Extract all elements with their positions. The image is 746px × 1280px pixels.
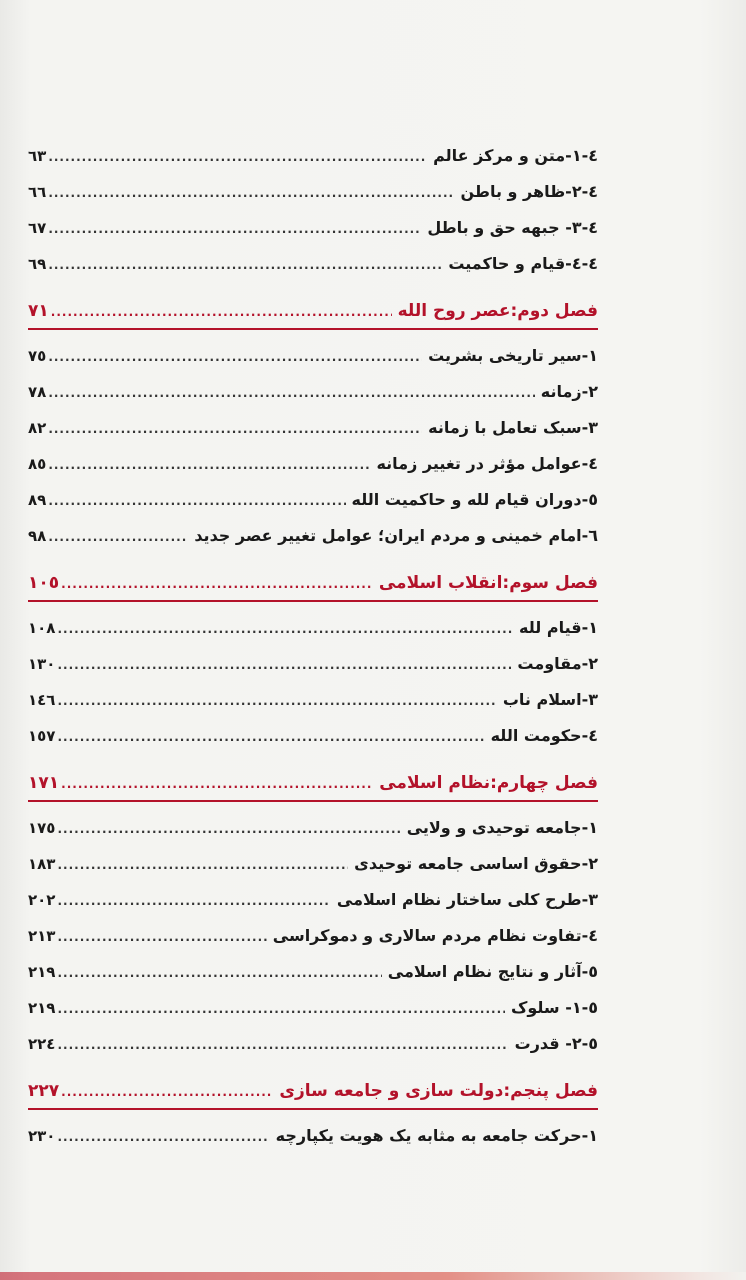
dot-leader bbox=[61, 1075, 273, 1109]
toc-entry-page: ١٠٨ bbox=[28, 619, 56, 637]
toc-entry bbox=[28, 410, 598, 446]
chapter-heading bbox=[28, 1074, 598, 1110]
toc-entry bbox=[28, 518, 598, 554]
toc-entry bbox=[28, 810, 598, 846]
toc-entry bbox=[28, 846, 598, 882]
toc-entry-title: ٥-٢- قدرت bbox=[514, 1034, 598, 1053]
toc-entry-title: ٤-تفاوت نظام مردم سالاری و دموکراسی bbox=[272, 926, 598, 945]
toc-entry-title: ١-قیام لله bbox=[519, 618, 598, 637]
dot-leader bbox=[48, 247, 442, 283]
chapter-heading bbox=[28, 566, 598, 602]
dot-leader bbox=[57, 955, 381, 991]
toc-entry bbox=[28, 682, 598, 718]
toc-entry-page: ٢١٩ bbox=[28, 999, 56, 1017]
toc-entry-title: ٤-حکومت الله bbox=[490, 726, 598, 745]
toc-entry bbox=[28, 210, 598, 246]
toc-entry-title: ٥-آثار و نتایج نظام اسلامی bbox=[387, 962, 598, 981]
toc-entry bbox=[28, 610, 598, 646]
toc-entry-title: ٤-٣- جبهه حق و باطل bbox=[427, 218, 598, 237]
dot-leader bbox=[57, 847, 348, 883]
dot-leader bbox=[48, 139, 427, 175]
toc-entry-page: ٨٩ bbox=[28, 491, 47, 509]
chapter-page: ١٧١ bbox=[28, 773, 60, 793]
toc-entry-page: ٦٩ bbox=[28, 255, 47, 273]
toc-entry-title: ٥-دوران قیام لله و حاکمیت الله bbox=[351, 490, 598, 509]
toc-entry-page: ٧٥ bbox=[28, 347, 47, 365]
toc-entry-page: ٢١٩ bbox=[28, 963, 56, 981]
toc-entry-title: ٤-١-متن و مرکز عالم bbox=[433, 146, 598, 165]
dot-leader bbox=[57, 919, 266, 955]
dot-leader bbox=[48, 447, 370, 483]
chapter-title: فصل سوم:انقلاب اسلامی bbox=[378, 573, 598, 593]
dot-leader bbox=[57, 719, 484, 755]
toc-entry-page: ٢٠٢ bbox=[28, 891, 56, 909]
chapter-page: ١٠٥ bbox=[28, 573, 60, 593]
toc-entry-title: ١-جامعه توحیدی و ولایی bbox=[406, 818, 598, 837]
toc-entry-page: ٦٣ bbox=[28, 147, 47, 165]
toc-entry-title: ٢-حقوق اساسی جامعه توحیدی bbox=[354, 854, 598, 873]
dot-leader bbox=[48, 375, 534, 411]
chapter-title: فصل دوم:عصر روح الله bbox=[397, 301, 598, 321]
dot-leader bbox=[57, 1027, 508, 1063]
dot-leader bbox=[61, 767, 373, 801]
chapter-title: فصل چهارم:نظام اسلامی bbox=[379, 773, 598, 793]
dot-leader bbox=[48, 211, 421, 247]
toc-entry-page: ٢١٣ bbox=[28, 927, 56, 945]
chapter-heading bbox=[28, 766, 598, 802]
dot-leader bbox=[51, 295, 392, 329]
toc-entry-page: ١٨٣ bbox=[28, 855, 56, 873]
dot-leader bbox=[57, 811, 400, 847]
toc-entry-page: ١٥٧ bbox=[28, 727, 56, 745]
dot-leader bbox=[48, 175, 454, 211]
toc-entry-title: ٤-٢-ظاهر و باطن bbox=[460, 182, 598, 201]
dot-leader bbox=[48, 519, 188, 555]
toc-entry bbox=[28, 1118, 598, 1154]
toc-entry-page: ١٤٦ bbox=[28, 691, 56, 709]
dot-leader bbox=[48, 411, 422, 447]
toc-entry-page: ١٣٠ bbox=[28, 655, 56, 673]
toc-entry bbox=[28, 374, 598, 410]
dot-leader bbox=[57, 991, 504, 1027]
toc-entry-title: ٣-سبک تعامل با زمانه bbox=[428, 418, 598, 437]
dot-leader bbox=[57, 883, 330, 919]
toc-entry bbox=[28, 718, 598, 754]
toc-entry-page: ٢٣٠ bbox=[28, 1127, 56, 1145]
toc-entry-title: ٦-امام خمینی و مردم ایران؛ عوامل تغییر عصر جدید bbox=[194, 526, 598, 545]
toc-entry bbox=[28, 954, 598, 990]
toc-entry-title: ٢-زمانه bbox=[540, 382, 598, 401]
toc-entry-page: ٦٧ bbox=[28, 219, 47, 237]
dot-leader bbox=[48, 339, 422, 375]
dot-leader bbox=[48, 483, 345, 519]
toc-entry-title: ٣-اسلام ناب bbox=[502, 690, 598, 709]
dot-leader bbox=[61, 567, 373, 601]
toc-entry-page: ٩٨ bbox=[28, 527, 47, 545]
chapter-page: ٢٢٧ bbox=[28, 1081, 60, 1101]
toc-entry-title: ١-حرکت جامعه به مثابه یک هویت یکپارچه bbox=[275, 1126, 598, 1145]
chapter-page: ٧١ bbox=[28, 301, 49, 321]
toc-entry-title: ٥-١- سلوک bbox=[510, 998, 598, 1017]
page-edge bbox=[0, 1272, 746, 1280]
toc-entry bbox=[28, 646, 598, 682]
toc-entry-page: ٦٦ bbox=[28, 183, 47, 201]
toc-entry bbox=[28, 918, 598, 954]
toc-entry-title: ٤-عوامل مؤثر در تغییر زمانه bbox=[376, 454, 598, 473]
toc-entry bbox=[28, 338, 598, 374]
dot-leader bbox=[57, 647, 511, 683]
toc-entry bbox=[28, 882, 598, 918]
dot-leader bbox=[57, 1119, 269, 1155]
toc-entry bbox=[28, 482, 598, 518]
chapter-heading bbox=[28, 294, 598, 330]
toc-entry-page: ٨٥ bbox=[28, 455, 47, 473]
toc-entry-title: ٣-طرح کلی ساختار نظام اسلامی bbox=[336, 890, 598, 909]
dot-leader bbox=[57, 611, 513, 647]
toc-entry-title: ٢-مقاومت bbox=[517, 654, 598, 673]
toc-entry-page: ٨٢ bbox=[28, 419, 47, 437]
table-of-contents bbox=[28, 138, 598, 1154]
toc-entry bbox=[28, 990, 598, 1026]
toc-entry-title: ٤-٤-قیام و حاکمیت bbox=[448, 254, 598, 273]
toc-entry-page: ١٧٥ bbox=[28, 819, 56, 837]
chapter-title: فصل پنجم:دولت سازی و جامعه سازی bbox=[279, 1081, 598, 1101]
toc-entry-title: ١-سیر تاریخی بشریت bbox=[428, 346, 598, 365]
toc-entry-page: ٧٨ bbox=[28, 383, 47, 401]
toc-entry bbox=[28, 174, 598, 210]
toc-entry-page: ٢٢٤ bbox=[28, 1035, 56, 1053]
toc-entry bbox=[28, 1026, 598, 1062]
toc-entry bbox=[28, 446, 598, 482]
dot-leader bbox=[57, 683, 496, 719]
toc-entry bbox=[28, 138, 598, 174]
toc-entry bbox=[28, 246, 598, 282]
